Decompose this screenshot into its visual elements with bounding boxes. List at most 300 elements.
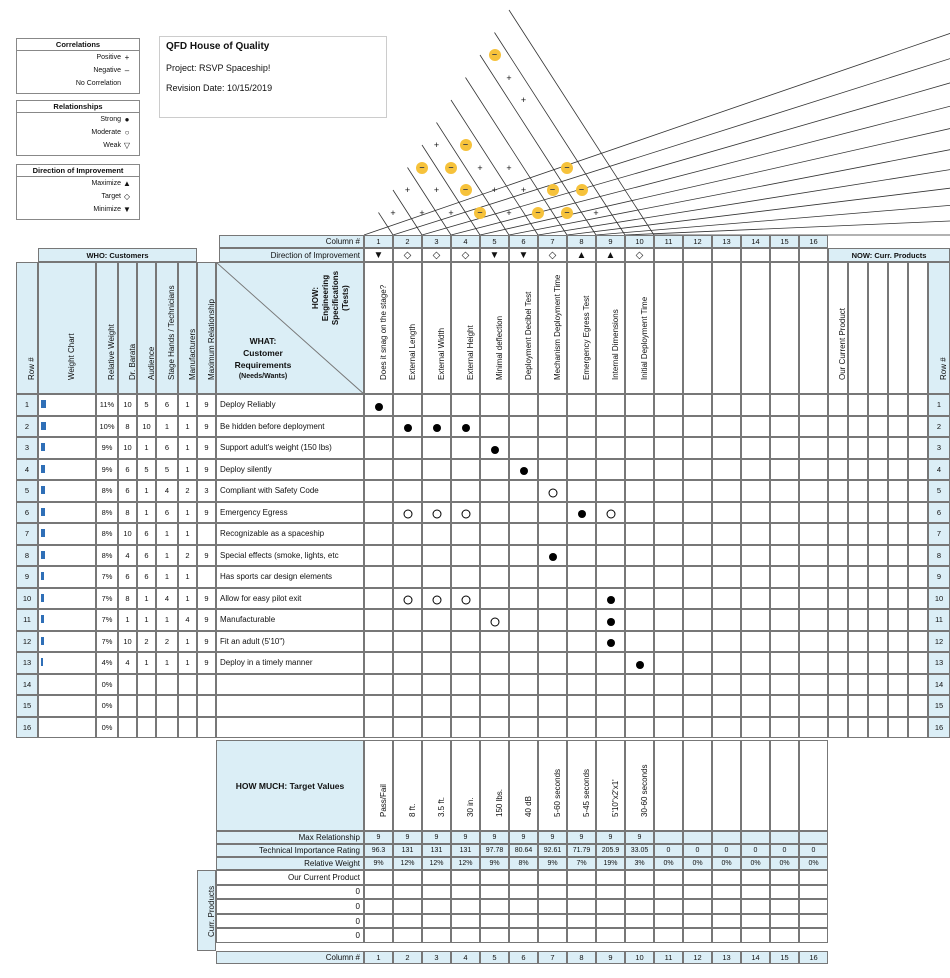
now-product-cell[interactable]: [888, 609, 908, 631]
relationship-cell[interactable]: [596, 523, 625, 545]
relationship-cell[interactable]: [596, 437, 625, 459]
now-product-cell[interactable]: [848, 545, 868, 567]
curr-product-cell[interactable]: [741, 870, 770, 885]
curr-product-cell[interactable]: [799, 899, 828, 914]
curr-product-cell[interactable]: [480, 914, 509, 929]
customer-rating-cell[interactable]: [178, 523, 197, 545]
relationship-cell[interactable]: [799, 588, 828, 610]
curr-product-cell[interactable]: [451, 899, 480, 914]
relationship-cell[interactable]: [799, 480, 828, 502]
relationship-cell[interactable]: [596, 652, 625, 674]
relationship-cell[interactable]: [509, 416, 538, 438]
relationship-cell[interactable]: [712, 437, 741, 459]
relationship-cell[interactable]: [741, 631, 770, 653]
target-value-cell[interactable]: [654, 740, 683, 831]
curr-product-cell[interactable]: [712, 870, 741, 885]
curr-product-cell[interactable]: [770, 928, 799, 943]
curr-product-cell[interactable]: [422, 899, 451, 914]
relationship-cell[interactable]: [683, 674, 712, 696]
relationship-cell[interactable]: [683, 566, 712, 588]
now-product-cell[interactable]: [908, 566, 928, 588]
relationship-cell[interactable]: [799, 502, 828, 524]
now-product-cell[interactable]: [828, 717, 848, 739]
relationship-cell[interactable]: [625, 502, 654, 524]
now-product-cell[interactable]: [828, 609, 848, 631]
now-product-cell[interactable]: [888, 437, 908, 459]
relationship-cell[interactable]: [770, 502, 799, 524]
relationship-cell[interactable]: [799, 695, 828, 717]
relationship-cell[interactable]: [654, 394, 683, 416]
target-value-cell[interactable]: [712, 740, 741, 831]
curr-product-cell[interactable]: [625, 914, 654, 929]
relationship-cell[interactable]: [538, 717, 567, 739]
curr-product-cell[interactable]: [480, 899, 509, 914]
relationship-cell[interactable]: [654, 717, 683, 739]
target-value-cell[interactable]: [799, 740, 828, 831]
now-product-cell[interactable]: [908, 523, 928, 545]
relationship-cell[interactable]: [422, 652, 451, 674]
relationship-cell[interactable]: [799, 545, 828, 567]
curr-product-cell[interactable]: [625, 885, 654, 900]
customer-rating-cell[interactable]: [178, 609, 197, 631]
now-product-cell[interactable]: [908, 480, 928, 502]
customer-rating-cell[interactable]: [156, 394, 178, 416]
now-product-cell[interactable]: [868, 631, 888, 653]
curr-product-cell[interactable]: [596, 914, 625, 929]
relationship-cell[interactable]: [538, 416, 567, 438]
customer-rating-cell[interactable]: [178, 695, 197, 717]
target-value-cell[interactable]: [538, 740, 567, 831]
relationship-cell[interactable]: [364, 416, 393, 438]
customer-rating-cell[interactable]: [156, 523, 178, 545]
relationship-cell[interactable]: [683, 652, 712, 674]
curr-product-cell[interactable]: [480, 870, 509, 885]
curr-product-cell[interactable]: [451, 928, 480, 943]
relationship-cell[interactable]: [422, 717, 451, 739]
relationship-cell[interactable]: [654, 674, 683, 696]
curr-product-cell[interactable]: [799, 885, 828, 900]
curr-product-cell[interactable]: [741, 885, 770, 900]
relationship-cell[interactable]: [509, 523, 538, 545]
relationship-cell[interactable]: [770, 566, 799, 588]
requirement-cell[interactable]: [216, 652, 364, 674]
relationship-cell[interactable]: [538, 459, 567, 481]
relationship-cell[interactable]: [654, 695, 683, 717]
relationship-cell[interactable]: [741, 695, 770, 717]
relationship-cell[interactable]: [741, 459, 770, 481]
relationship-cell[interactable]: [567, 416, 596, 438]
now-product-cell[interactable]: [868, 545, 888, 567]
now-product-cell[interactable]: [848, 480, 868, 502]
customer-rating-cell[interactable]: [118, 566, 137, 588]
customer-rating-cell[interactable]: [156, 588, 178, 610]
relationship-cell[interactable]: [741, 566, 770, 588]
relationship-cell[interactable]: [712, 674, 741, 696]
relationship-cell[interactable]: [509, 652, 538, 674]
customer-rating-cell[interactable]: [156, 566, 178, 588]
relationship-cell[interactable]: [393, 609, 422, 631]
relationship-cell[interactable]: [596, 566, 625, 588]
now-product-cell[interactable]: [868, 437, 888, 459]
now-product-cell[interactable]: [888, 545, 908, 567]
relationship-cell[interactable]: [509, 695, 538, 717]
curr-product-cell[interactable]: [480, 928, 509, 943]
relationship-cell[interactable]: [364, 523, 393, 545]
customer-rating-cell[interactable]: [118, 717, 137, 739]
curr-product-cell[interactable]: [683, 885, 712, 900]
now-product-cell[interactable]: [888, 674, 908, 696]
relationship-cell[interactable]: [509, 394, 538, 416]
now-product-cell[interactable]: [848, 695, 868, 717]
curr-product-cell[interactable]: [654, 870, 683, 885]
relationship-cell[interactable]: [393, 674, 422, 696]
curr-product-cell[interactable]: [654, 885, 683, 900]
curr-product-cell[interactable]: [422, 885, 451, 900]
relationship-cell[interactable]: [683, 631, 712, 653]
relationship-cell[interactable]: [712, 652, 741, 674]
now-product-cell[interactable]: [868, 523, 888, 545]
relationship-cell[interactable]: [567, 394, 596, 416]
customer-rating-cell[interactable]: [118, 523, 137, 545]
relationship-cell[interactable]: [741, 652, 770, 674]
curr-product-cell[interactable]: [451, 885, 480, 900]
curr-product-cell[interactable]: [538, 885, 567, 900]
customer-rating-cell[interactable]: [178, 631, 197, 653]
relationship-cell[interactable]: [480, 480, 509, 502]
curr-product-cell[interactable]: [625, 928, 654, 943]
now-product-cell[interactable]: [848, 437, 868, 459]
relationship-cell[interactable]: [364, 480, 393, 502]
relationship-cell[interactable]: [538, 695, 567, 717]
customer-rating-cell[interactable]: [137, 631, 156, 653]
customer-rating-cell[interactable]: [118, 480, 137, 502]
curr-product-cell[interactable]: [799, 928, 828, 943]
relationship-cell[interactable]: [712, 502, 741, 524]
now-product-cell[interactable]: [868, 717, 888, 739]
relationship-cell[interactable]: [770, 416, 799, 438]
now-product-cell[interactable]: [868, 609, 888, 631]
relationship-cell[interactable]: [712, 416, 741, 438]
curr-product-cell[interactable]: [538, 928, 567, 943]
target-value-cell[interactable]: [480, 740, 509, 831]
customer-rating-cell[interactable]: [118, 437, 137, 459]
relationship-cell[interactable]: [712, 631, 741, 653]
relationship-cell[interactable]: [364, 502, 393, 524]
target-value-cell[interactable]: [567, 740, 596, 831]
customer-rating-cell[interactable]: [118, 502, 137, 524]
now-product-cell[interactable]: [868, 394, 888, 416]
now-product-cell[interactable]: [908, 674, 928, 696]
curr-product-cell[interactable]: [451, 914, 480, 929]
customer-rating-cell[interactable]: [156, 416, 178, 438]
customer-rating-cell[interactable]: [137, 437, 156, 459]
relationship-cell[interactable]: [538, 609, 567, 631]
relationship-cell[interactable]: [538, 523, 567, 545]
relationship-cell[interactable]: [596, 695, 625, 717]
now-product-cell[interactable]: [888, 566, 908, 588]
now-product-cell[interactable]: [828, 480, 848, 502]
relationship-cell[interactable]: [596, 480, 625, 502]
now-product-cell[interactable]: [828, 545, 848, 567]
now-product-cell[interactable]: [848, 416, 868, 438]
relationship-cell[interactable]: [364, 566, 393, 588]
relationship-cell[interactable]: [567, 523, 596, 545]
relationship-cell[interactable]: [596, 416, 625, 438]
now-product-cell[interactable]: [908, 652, 928, 674]
relationship-cell[interactable]: [799, 566, 828, 588]
customer-rating-cell[interactable]: [118, 394, 137, 416]
relationship-cell[interactable]: [799, 437, 828, 459]
relationship-cell[interactable]: [422, 459, 451, 481]
now-product-cell[interactable]: [888, 588, 908, 610]
relationship-cell[interactable]: [422, 674, 451, 696]
relationship-cell[interactable]: [393, 652, 422, 674]
curr-product-cell[interactable]: [364, 885, 393, 900]
now-product-cell[interactable]: [848, 394, 868, 416]
relationship-cell[interactable]: [654, 631, 683, 653]
relationship-cell[interactable]: [451, 674, 480, 696]
relationship-cell[interactable]: [741, 609, 770, 631]
customer-rating-cell[interactable]: [118, 695, 137, 717]
now-product-cell[interactable]: [868, 588, 888, 610]
now-product-cell[interactable]: [908, 502, 928, 524]
relationship-cell[interactable]: [567, 480, 596, 502]
customer-rating-cell[interactable]: [178, 588, 197, 610]
now-product-cell[interactable]: [848, 652, 868, 674]
relationship-cell[interactable]: [393, 566, 422, 588]
relationship-cell[interactable]: [451, 437, 480, 459]
relationship-cell[interactable]: [712, 695, 741, 717]
relationship-cell[interactable]: [654, 459, 683, 481]
relationship-cell[interactable]: [654, 437, 683, 459]
customer-rating-cell[interactable]: [118, 545, 137, 567]
now-product-cell[interactable]: [888, 416, 908, 438]
customer-rating-cell[interactable]: [137, 416, 156, 438]
relationship-cell[interactable]: [364, 609, 393, 631]
customer-rating-cell[interactable]: [137, 566, 156, 588]
relationship-cell[interactable]: [364, 545, 393, 567]
requirement-cell[interactable]: [216, 394, 364, 416]
relationship-cell[interactable]: [625, 523, 654, 545]
relationship-cell[interactable]: [538, 674, 567, 696]
curr-product-cell[interactable]: [393, 870, 422, 885]
now-product-cell[interactable]: [908, 394, 928, 416]
relationship-cell[interactable]: [654, 480, 683, 502]
relationship-cell[interactable]: [509, 480, 538, 502]
curr-product-cell[interactable]: [567, 928, 596, 943]
customer-rating-cell[interactable]: [137, 480, 156, 502]
relationship-cell[interactable]: [480, 631, 509, 653]
relationship-cell[interactable]: [712, 523, 741, 545]
relationship-cell[interactable]: [683, 545, 712, 567]
relationship-cell[interactable]: [393, 480, 422, 502]
relationship-cell[interactable]: [770, 545, 799, 567]
requirement-cell[interactable]: [216, 437, 364, 459]
curr-product-cell[interactable]: [596, 885, 625, 900]
now-product-cell[interactable]: [868, 652, 888, 674]
now-product-cell[interactable]: [888, 717, 908, 739]
curr-product-cell[interactable]: [422, 870, 451, 885]
customer-rating-cell[interactable]: [178, 566, 197, 588]
customer-rating-cell[interactable]: [118, 609, 137, 631]
relationship-cell[interactable]: [509, 674, 538, 696]
curr-product-cell[interactable]: [451, 870, 480, 885]
curr-product-cell[interactable]: [683, 928, 712, 943]
customer-rating-cell[interactable]: [118, 416, 137, 438]
relationship-cell[interactable]: [770, 394, 799, 416]
relationship-cell[interactable]: [712, 394, 741, 416]
relationship-cell[interactable]: [567, 588, 596, 610]
now-product-cell[interactable]: [908, 545, 928, 567]
relationship-cell[interactable]: [567, 717, 596, 739]
relationship-cell[interactable]: [451, 566, 480, 588]
relationship-cell[interactable]: [741, 588, 770, 610]
curr-product-cell[interactable]: [509, 899, 538, 914]
requirement-cell[interactable]: [216, 459, 364, 481]
customer-rating-cell[interactable]: [178, 480, 197, 502]
curr-product-cell[interactable]: [480, 885, 509, 900]
relationship-cell[interactable]: [538, 631, 567, 653]
customer-rating-cell[interactable]: [178, 394, 197, 416]
relationship-cell[interactable]: [451, 523, 480, 545]
relationship-cell[interactable]: [567, 609, 596, 631]
relationship-cell[interactable]: [538, 588, 567, 610]
curr-product-cell[interactable]: [509, 928, 538, 943]
now-product-cell[interactable]: [888, 480, 908, 502]
now-product-cell[interactable]: [888, 652, 908, 674]
curr-product-cell[interactable]: [422, 914, 451, 929]
curr-product-cell[interactable]: [741, 899, 770, 914]
relationship-cell[interactable]: [799, 416, 828, 438]
relationship-cell[interactable]: [538, 652, 567, 674]
relationship-cell[interactable]: [364, 695, 393, 717]
curr-product-cell[interactable]: [393, 885, 422, 900]
curr-product-cell[interactable]: [364, 870, 393, 885]
now-product-cell[interactable]: [828, 523, 848, 545]
relationship-cell[interactable]: [654, 416, 683, 438]
customer-rating-cell[interactable]: [137, 652, 156, 674]
relationship-cell[interactable]: [509, 609, 538, 631]
relationship-cell[interactable]: [625, 394, 654, 416]
relationship-cell[interactable]: [799, 652, 828, 674]
target-value-cell[interactable]: [770, 740, 799, 831]
relationship-cell[interactable]: [538, 502, 567, 524]
relationship-cell[interactable]: [509, 631, 538, 653]
curr-product-cell[interactable]: [654, 928, 683, 943]
now-product-cell[interactable]: [848, 609, 868, 631]
requirement-cell[interactable]: [216, 480, 364, 502]
now-product-cell[interactable]: [868, 502, 888, 524]
relationship-cell[interactable]: [480, 652, 509, 674]
relationship-cell[interactable]: [538, 437, 567, 459]
now-product-cell[interactable]: [888, 695, 908, 717]
relationship-cell[interactable]: [683, 416, 712, 438]
customer-rating-cell[interactable]: [137, 523, 156, 545]
target-value-cell[interactable]: [509, 740, 538, 831]
relationship-cell[interactable]: [625, 717, 654, 739]
now-product-cell[interactable]: [908, 416, 928, 438]
relationship-cell[interactable]: [799, 459, 828, 481]
now-product-cell[interactable]: [828, 459, 848, 481]
relationship-cell[interactable]: [799, 609, 828, 631]
relationship-cell[interactable]: [596, 674, 625, 696]
customer-rating-cell[interactable]: [137, 674, 156, 696]
relationship-cell[interactable]: [741, 480, 770, 502]
now-product-cell[interactable]: [888, 523, 908, 545]
now-product-cell[interactable]: [908, 609, 928, 631]
relationship-cell[interactable]: [683, 459, 712, 481]
customer-rating-cell[interactable]: [137, 717, 156, 739]
now-product-cell[interactable]: [848, 674, 868, 696]
relationship-cell[interactable]: [364, 459, 393, 481]
target-value-cell[interactable]: [683, 740, 712, 831]
now-product-cell[interactable]: [868, 674, 888, 696]
relationship-cell[interactable]: [799, 674, 828, 696]
customer-rating-cell[interactable]: [178, 502, 197, 524]
relationship-cell[interactable]: [538, 566, 567, 588]
relationship-cell[interactable]: [683, 609, 712, 631]
customer-rating-cell[interactable]: [137, 502, 156, 524]
relationship-cell[interactable]: [712, 480, 741, 502]
requirement-cell[interactable]: [216, 674, 364, 696]
now-product-cell[interactable]: [888, 502, 908, 524]
customer-rating-cell[interactable]: [178, 459, 197, 481]
relationship-cell[interactable]: [712, 545, 741, 567]
relationship-cell[interactable]: [625, 416, 654, 438]
relationship-cell[interactable]: [451, 480, 480, 502]
curr-product-cell[interactable]: [770, 885, 799, 900]
relationship-cell[interactable]: [625, 631, 654, 653]
relationship-cell[interactable]: [654, 502, 683, 524]
relationship-cell[interactable]: [683, 502, 712, 524]
relationship-cell[interactable]: [451, 631, 480, 653]
requirement-cell[interactable]: [216, 566, 364, 588]
relationship-cell[interactable]: [451, 394, 480, 416]
customer-rating-cell[interactable]: [156, 631, 178, 653]
now-product-cell[interactable]: [908, 437, 928, 459]
relationship-cell[interactable]: [451, 695, 480, 717]
now-product-cell[interactable]: [868, 416, 888, 438]
relationship-cell[interactable]: [770, 437, 799, 459]
customer-rating-cell[interactable]: [118, 674, 137, 696]
relationship-cell[interactable]: [451, 717, 480, 739]
customer-rating-cell[interactable]: [156, 652, 178, 674]
curr-product-cell[interactable]: [538, 870, 567, 885]
relationship-cell[interactable]: [625, 566, 654, 588]
customer-rating-cell[interactable]: [156, 480, 178, 502]
customer-rating-cell[interactable]: [178, 717, 197, 739]
curr-product-cell[interactable]: [625, 899, 654, 914]
relationship-cell[interactable]: [770, 480, 799, 502]
now-product-cell[interactable]: [828, 674, 848, 696]
relationship-cell[interactable]: [596, 459, 625, 481]
requirement-cell[interactable]: [216, 588, 364, 610]
curr-product-cell[interactable]: [625, 870, 654, 885]
relationship-cell[interactable]: [654, 652, 683, 674]
curr-product-cell[interactable]: [596, 899, 625, 914]
relationship-cell[interactable]: [567, 566, 596, 588]
relationship-cell[interactable]: [393, 394, 422, 416]
relationship-cell[interactable]: [451, 652, 480, 674]
relationship-cell[interactable]: [422, 695, 451, 717]
curr-product-cell[interactable]: [567, 914, 596, 929]
requirement-cell[interactable]: [216, 717, 364, 739]
relationship-cell[interactable]: [480, 717, 509, 739]
relationship-cell[interactable]: [422, 566, 451, 588]
relationship-cell[interactable]: [567, 437, 596, 459]
relationship-cell[interactable]: [770, 717, 799, 739]
now-product-cell[interactable]: [828, 695, 848, 717]
